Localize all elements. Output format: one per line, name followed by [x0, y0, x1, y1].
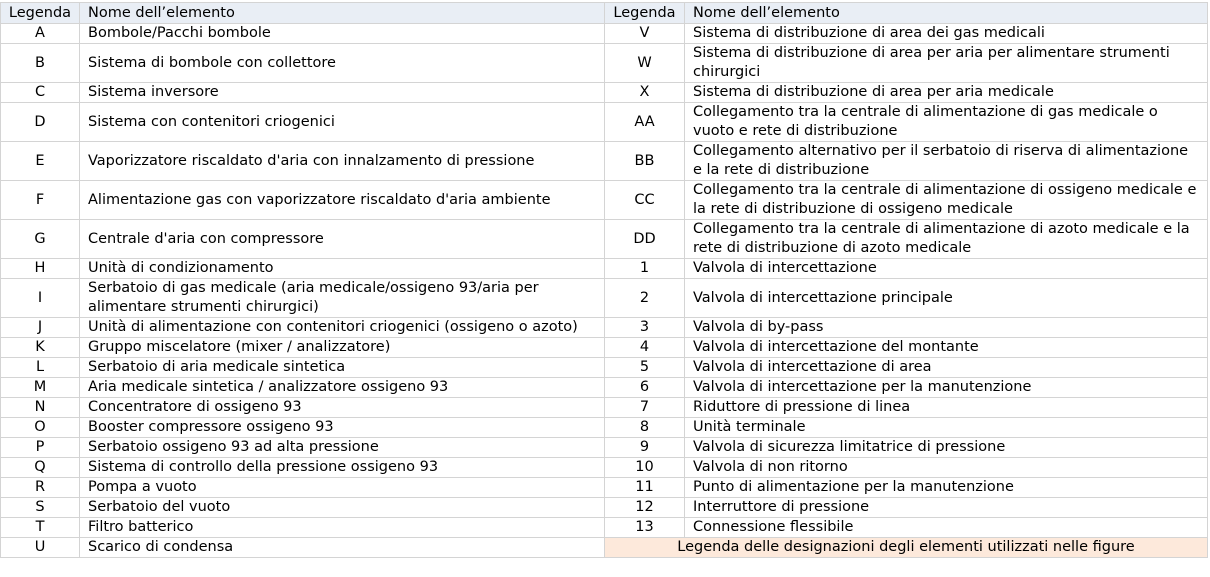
table-row — [1, 358, 1208, 378]
legend-table — [0, 2, 1208, 558]
left-name: Unità di condizionamento — [80, 259, 605, 279]
left-name: Sistema di bombole con collettore — [80, 44, 605, 83]
right-name: Valvola di intercettazione di area — [685, 358, 1208, 378]
left-code: I — [1, 279, 80, 318]
left-name: Vaporizzatore riscaldato d'aria con innalzamento di pressione — [80, 142, 605, 181]
left-code: T — [1, 518, 80, 538]
right-code: AA — [605, 103, 685, 142]
left-name: Bombole/Pacchi bombole — [80, 24, 605, 44]
left-code: C — [1, 83, 80, 103]
table-row — [1, 378, 1208, 398]
right-code: 4 — [605, 338, 685, 358]
right-code: BB — [605, 142, 685, 181]
left-code: F — [1, 181, 80, 220]
right-name: Valvola di intercettazione principale — [685, 279, 1208, 318]
right-name: Collegamento tra la centrale di alimentazione di ossigeno medicale e la rete di distribuzione di ossigeno medicale — [685, 181, 1208, 220]
table-row — [1, 518, 1208, 538]
right-name: Valvola di intercettazione per la manutenzione — [685, 378, 1208, 398]
left-name: Filtro batterico — [80, 518, 605, 538]
left-code: A — [1, 24, 80, 44]
left-name: Aria medicale sintetica / analizzatore ossigeno 93 — [80, 378, 605, 398]
right-name: Collegamento alternativo per il serbatoio di riserva di alimentazione e la rete di distribuzione — [685, 142, 1208, 181]
right-code: 8 — [605, 418, 685, 438]
table-caption: Legenda delle designazioni degli elementi utilizzati nelle figure — [605, 538, 1208, 558]
right-name: Sistema di distribuzione di area per aria medicale — [685, 83, 1208, 103]
left-name: Alimentazione gas con vaporizzatore riscaldato d'aria ambiente — [80, 181, 605, 220]
right-code: 12 — [605, 498, 685, 518]
left-code: L — [1, 358, 80, 378]
right-code: 10 — [605, 458, 685, 478]
left-name: Sistema inversore — [80, 83, 605, 103]
header-legend-right: Legenda — [605, 3, 685, 24]
table-row — [1, 438, 1208, 458]
table-row-last — [1, 538, 1208, 558]
table-row — [1, 24, 1208, 44]
right-code: 11 — [605, 478, 685, 498]
table-row — [1, 418, 1208, 438]
left-code: S — [1, 498, 80, 518]
right-code: 3 — [605, 318, 685, 338]
left-code: K — [1, 338, 80, 358]
left-name: Scarico di condensa — [80, 538, 605, 558]
right-code: 6 — [605, 378, 685, 398]
left-code: D — [1, 103, 80, 142]
left-code: U — [1, 538, 80, 558]
left-name: Pompa a vuoto — [80, 478, 605, 498]
table-row — [1, 318, 1208, 338]
left-name: Concentratore di ossigeno 93 — [80, 398, 605, 418]
header-row — [1, 3, 1208, 24]
left-name: Centrale d'aria con compressore — [80, 220, 605, 259]
right-name: Valvola di sicurezza limitatrice di pressione — [685, 438, 1208, 458]
left-name: Serbatoio ossigeno 93 ad alta pressione — [80, 438, 605, 458]
right-code: V — [605, 24, 685, 44]
legend-body — [1, 24, 1208, 558]
right-code: 5 — [605, 358, 685, 378]
right-name: Collegamento tra la centrale di alimentazione di gas medicale o vuoto e rete di distribuzione — [685, 103, 1208, 142]
right-name: Unità terminale — [685, 418, 1208, 438]
right-name: Valvola di non ritorno — [685, 458, 1208, 478]
table-row — [1, 338, 1208, 358]
left-name: Serbatoio del vuoto — [80, 498, 605, 518]
right-code: 7 — [605, 398, 685, 418]
left-code: G — [1, 220, 80, 259]
left-name: Sistema con contenitori criogenici — [80, 103, 605, 142]
header-legend-left: Legenda — [1, 3, 80, 24]
left-name: Booster compressore ossigeno 93 — [80, 418, 605, 438]
left-name: Unità di alimentazione con contenitori criogenici (ossigeno o azoto) — [80, 318, 605, 338]
right-name: Valvola di by-pass — [685, 318, 1208, 338]
right-name: Riduttore di pressione di linea — [685, 398, 1208, 418]
right-name: Sistema di distribuzione di area dei gas medicali — [685, 24, 1208, 44]
right-name: Sistema di distribuzione di area per aria per alimentare strumenti chirurgici — [685, 44, 1208, 83]
right-name: Connessione flessibile — [685, 518, 1208, 538]
left-code: J — [1, 318, 80, 338]
right-code: W — [605, 44, 685, 83]
right-name: Punto di alimentazione per la manutenzione — [685, 478, 1208, 498]
right-code: 2 — [605, 279, 685, 318]
left-code: E — [1, 142, 80, 181]
table-row — [1, 220, 1208, 259]
left-code: R — [1, 478, 80, 498]
right-code: 13 — [605, 518, 685, 538]
header-name-left: Nome dell’elemento — [80, 3, 605, 24]
table-row — [1, 478, 1208, 498]
left-code: Q — [1, 458, 80, 478]
right-code: CC — [605, 181, 685, 220]
left-code: M — [1, 378, 80, 398]
left-name: Sistema di controllo della pressione ossigeno 93 — [80, 458, 605, 478]
left-code: N — [1, 398, 80, 418]
right-code: DD — [605, 220, 685, 259]
table-row — [1, 83, 1208, 103]
table-row — [1, 44, 1208, 83]
right-name: Collegamento tra la centrale di alimentazione di azoto medicale e la rete di distribuzione di azoto medicale — [685, 220, 1208, 259]
left-code: H — [1, 259, 80, 279]
right-code: 1 — [605, 259, 685, 279]
right-name: Interruttore di pressione — [685, 498, 1208, 518]
header-name-right: Nome dell’elemento — [685, 3, 1208, 24]
right-name: Valvola di intercettazione — [685, 259, 1208, 279]
table-row — [1, 398, 1208, 418]
right-code: 9 — [605, 438, 685, 458]
table-row — [1, 142, 1208, 181]
table-row — [1, 458, 1208, 478]
table-row — [1, 498, 1208, 518]
left-name: Serbatoio di aria medicale sintetica — [80, 358, 605, 378]
right-code: X — [605, 83, 685, 103]
table-row — [1, 103, 1208, 142]
table-row — [1, 259, 1208, 279]
left-name: Serbatoio di gas medicale (aria medicale/ossigeno 93/aria per alimentare strumenti chirurgici) — [80, 279, 605, 318]
right-name: Valvola di intercettazione del montante — [685, 338, 1208, 358]
table-row — [1, 181, 1208, 220]
left-name: Gruppo miscelatore (mixer / analizzatore) — [80, 338, 605, 358]
left-code: O — [1, 418, 80, 438]
left-code: P — [1, 438, 80, 458]
left-code: B — [1, 44, 80, 83]
table-row — [1, 279, 1208, 318]
